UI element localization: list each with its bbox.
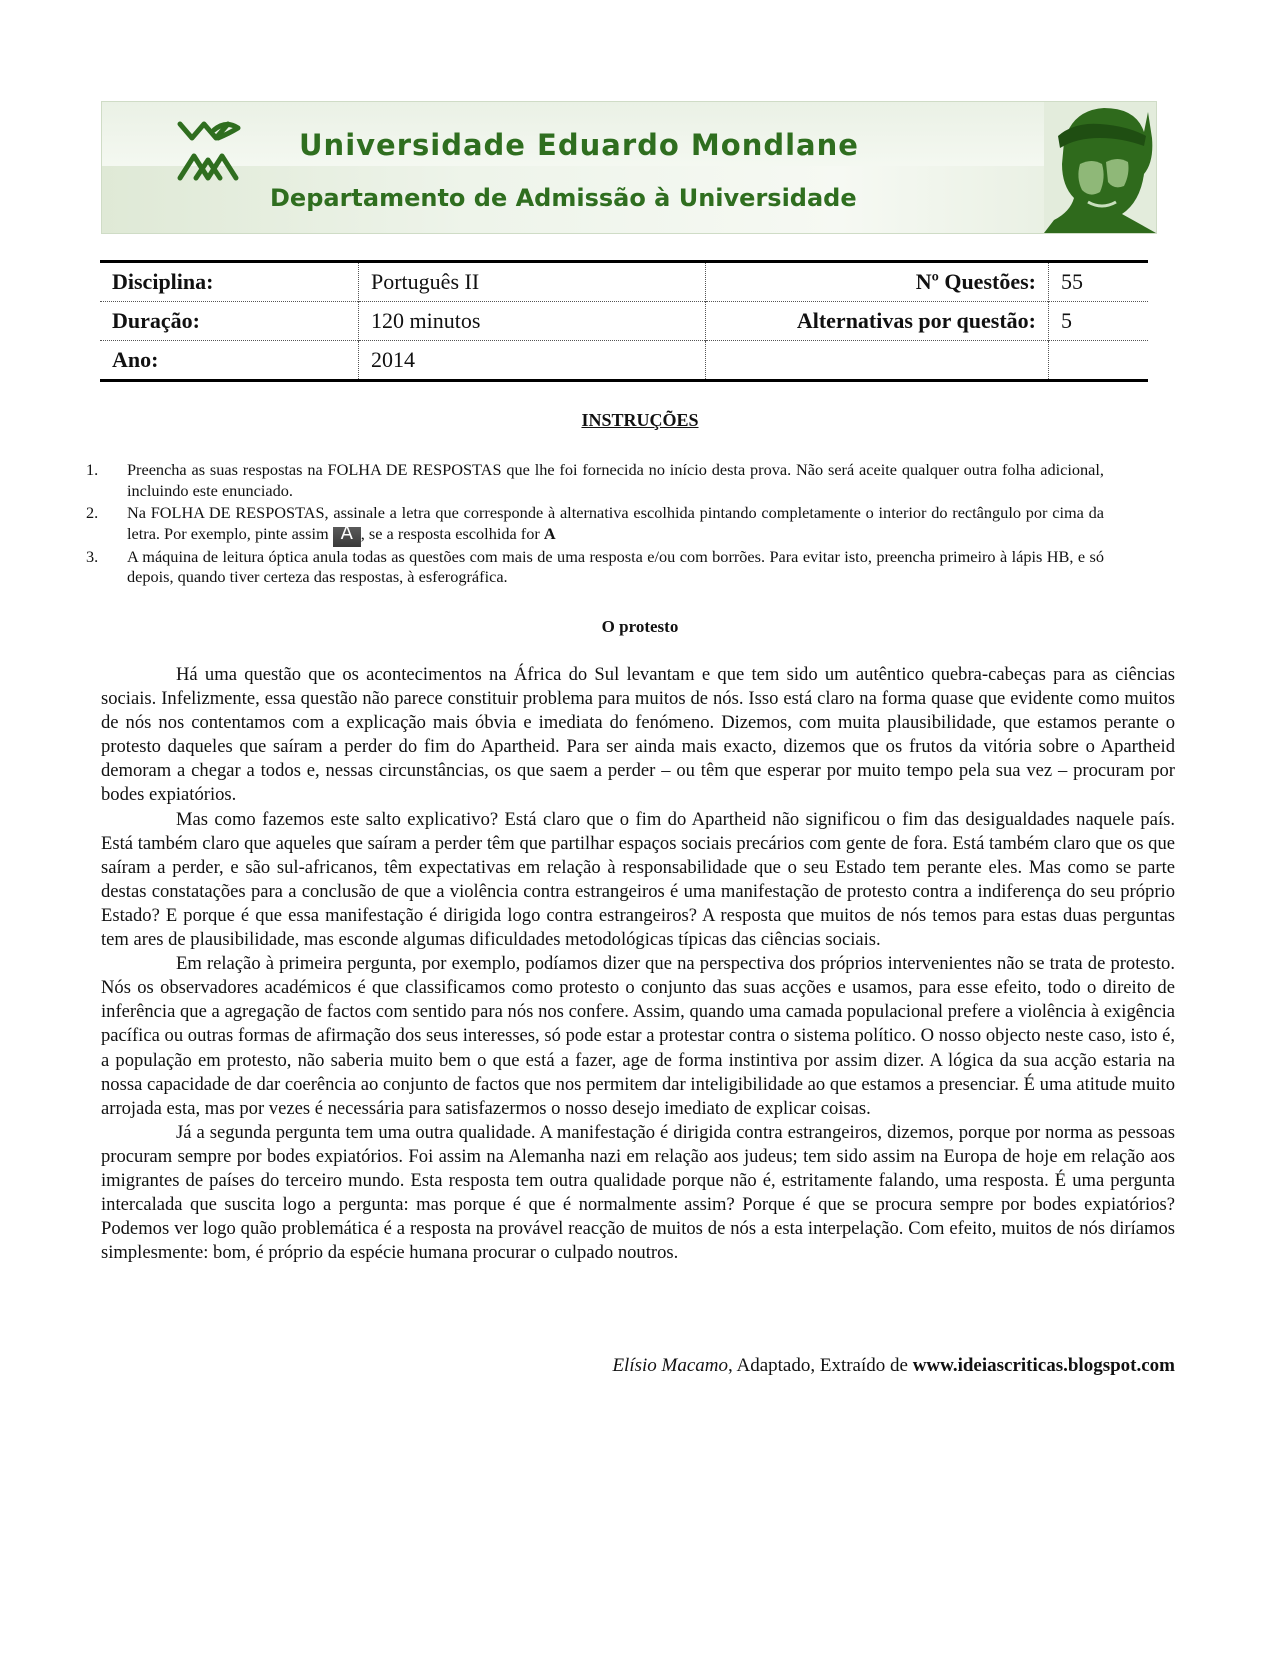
alternativas-label: Alternativas por questão: [706, 302, 1049, 341]
mondlane-portrait-icon [1044, 102, 1156, 233]
source-url: www.ideiascriticas.blogspot.com [912, 1355, 1175, 1376]
instruction-text: , se a resposta escolhida for [360, 523, 540, 543]
university-name: Universidade Eduardo Mondlane [299, 128, 859, 162]
empty-cell [1049, 341, 1149, 381]
header-banner [101, 101, 1157, 234]
department-name: Departamento de Admissão à Universidade [270, 184, 857, 212]
filled-answer-bubble-icon: A [333, 527, 361, 547]
questoes-label: Nº Questões: [706, 262, 1049, 302]
disciplina-value: Português II [359, 262, 706, 302]
info-row [100, 341, 1148, 381]
instructions-list [86, 460, 1104, 590]
alternativas-value: 5 [1049, 302, 1149, 341]
instruction-text: Preencha as suas respostas na FOLHA DE RESPOSTAS que lhe foi fornecida no início desta prova. Não será aceite qualquer outra folha adicional, incluindo este enunciado. [127, 460, 1104, 500]
instruction-item [86, 503, 1104, 545]
instruction-number: 3. [86, 546, 99, 566]
instruction-text: A máquina de leitura óptica anula todas as questões com mais de uma resposta e/ou com borrões. Para evitar isto, preencha primeiro à lápis HB, e só depois, quando tiver certeza das respostas, à esferográfica. [127, 546, 1104, 587]
article-paragraph: Mas como fazemos este salto explicativo? Está claro que o fim do Apartheid não significou o fim das desigualdades naquele país. Está também claro que aqueles que saíram a perder têm que partilhar espaços sociais precários com gente de fora. Está também claro que os que saíram a perder, e são sul-africanos, têm expectativas em relação à responsabilidade que o seu Estado tem perante eles. Mas como se parte destas constatações para a conclusão de que a violência contra estrangeiros é uma manifestação de protesto contra a indiferença do seu próprio Estado? E porque é que essa manifestação é dirigida logo contra estrangeiros? A resposta que muitos de nós temos para estas duas perguntas tem ares de plausibilidade, mas esconde algumas dificuldades metodológicas típicas das ciências sociais. [101, 808, 1175, 951]
instruction-bold-letter: A [543, 523, 556, 543]
empty-cell [706, 341, 1049, 381]
duracao-label: Duração: [100, 302, 359, 341]
uem-logo-icon [174, 116, 244, 184]
source-text: , Adaptado, Extraído de [728, 1355, 913, 1376]
instruction-item [86, 460, 1104, 501]
questoes-value: 55 [1049, 262, 1149, 302]
article-body [101, 663, 1175, 1265]
info-row [100, 262, 1148, 302]
instruction-number: 2. [86, 503, 99, 522]
ano-value: 2014 [359, 341, 706, 381]
disciplina-label: Disciplina: [112, 269, 214, 294]
instructions-title: INSTRUÇÕES [581, 410, 699, 430]
ano-label: Ano: [100, 341, 359, 381]
article-paragraph: Há uma questão que os acontecimentos na África do Sul levantam e que tem sido um autêntico quebra-cabeças para as ciências sociais. Infelizmente, essa questão não parece constituir problema para muitos de nós. Isso está claro na forma quase que evidente como muitos de nós nos contentamos com a explicação mais óbvia e imediata do fenómeno. Dizemos, com muita plausibilidade, que estamos perante o protesto daqueles que saíram a perder do fim do Apartheid. Para ser ainda mais exacto, dizemos que os frutos da vitória sobre o Apartheid demoram a chegar a todos e, nessas circunstâncias, os que saem a perder – ou têm que esperar por muito tempo pela sua vez – procuram por bodes expiatórios. [101, 664, 1175, 806]
info-row [100, 302, 1148, 341]
article-paragraph: Em relação à primeira pergunta, por exemplo, podíamos dizer que na perspectiva dos próprios intervenientes não se trata de protesto. Nós os observadores académicos é que classificamos como protesto o conjunto das suas acções e usamos, para esse efeito, todo o direito de inferência que a agregação de factos com sentido para nós nos confere. Assim, quando uma camada populacional prefere a violência à exigência pacífica ou outras formas de afirmação dos seus interesses, só pode estar a protestar contra o sistema político. O nosso objecto neste caso, isto é, a população em protesto, não saberia muito bem o que está a fazer, age de forma instintiva por assim dizer. A lógica da sua acção estaria na nossa capacidade de dar coerência ao conjunto de factos que nos permitem dar inteligibilidade ao que estamos a presenciar. É uma atitude muito arrojada esta, mas por vezes é necessária para satisfazermos o nosso desejo imediato de explicar coisas. [101, 953, 1175, 1119]
article-source [612, 1355, 1175, 1377]
instruction-number: 1. [86, 460, 99, 479]
exam-info-table [100, 260, 1148, 382]
instruction-text: Na FOLHA DE RESPOSTAS, assinale a letra que corresponde à alternativa escolhida pintando completamente o interior do rectângulo por cima da letra. Por exemplo, pinte assim [127, 503, 1104, 543]
source-author: Elísio Macamo [612, 1355, 729, 1376]
instruction-item [86, 547, 1104, 588]
duracao-value: 120 minutos [359, 302, 706, 341]
article-title: O protesto [601, 617, 679, 636]
article-paragraph: Já a segunda pergunta tem uma outra qualidade. A manifestação é dirigida contra estrangeiros, dizemos, porque por norma as pessoas procuram sempre por bodes expiatórios. Foi assim na Alemanha nazi em relação aos judeus; tem sido assim na Europa de hoje em relação aos imigrantes de países do terceiro mundo. Esta resposta tem outra qualidade porque não é, estritamente falando, uma resposta. É uma pergunta intercalada que suscita logo a pergunta: mas porque é que é normalmente assim? Porque é que se procura sempre por bodes expiatórios? Podemos ver logo quão problemática é a resposta na provável reacção de muitos de nós a esta interpelação. Com efeito, muitos de nós diríamos simplesmente: bom, é próprio da espécie humana procurar o culpado noutros. [101, 1121, 1175, 1264]
